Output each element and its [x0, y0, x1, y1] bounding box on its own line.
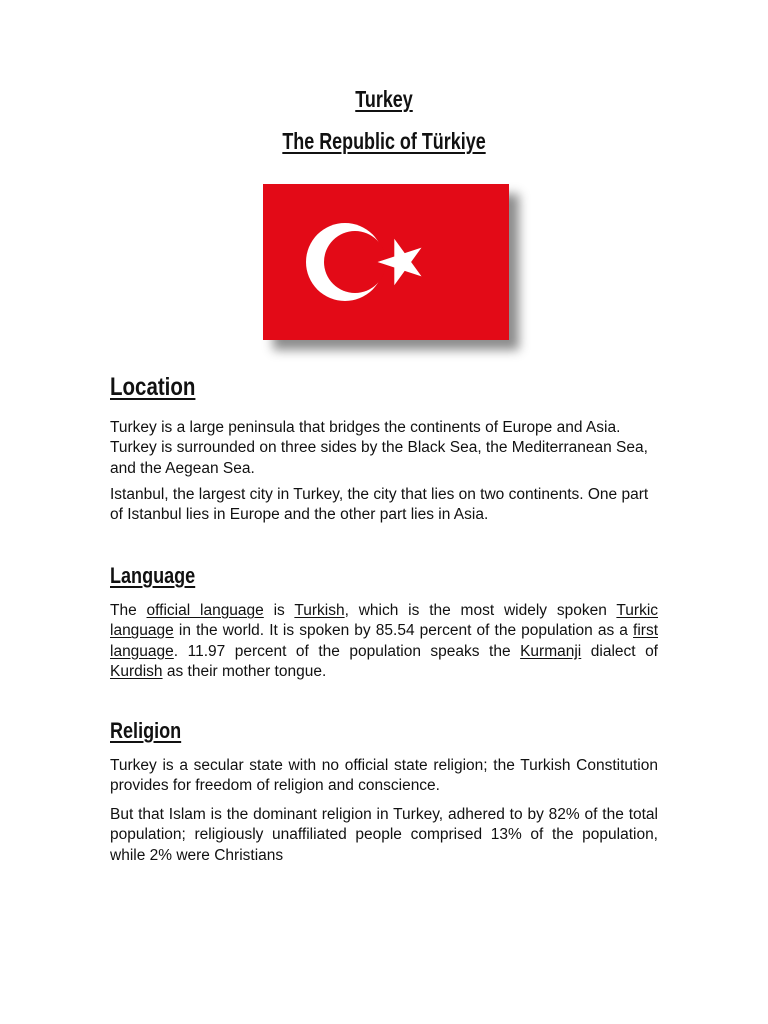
location-heading: Location [110, 373, 196, 401]
text-segment: , which is the most widely spoken [344, 602, 617, 619]
religion-paragraph-2: But that Islam is the dominant religion in Turkey, adhered to by 82% of the total population; religiously unaffiliated people comprised 13% of the population, while 2% were Christians [110, 806, 658, 864]
language-heading: Language [110, 563, 196, 588]
text-segment: as their mother tongue. [162, 662, 327, 680]
first-language-link[interactable]: first language [110, 622, 658, 660]
language-paragraph [110, 601, 658, 682]
crescent-inner [324, 231, 386, 293]
text-segment: is [263, 602, 295, 619]
turkish-flag-icon [263, 184, 509, 340]
document-title: Turkey [355, 86, 413, 112]
turkic-language-link[interactable]: Turkic language [110, 602, 659, 640]
text-segment: in the world. It is spoken by 85.54 percent of the population as a [173, 622, 634, 640]
kurdish-link[interactable]: Kurdish [110, 662, 163, 680]
religion-paragraph-1: Turkey is a secular state with no official state religion; the Turkish Constitution provides for freedom of religion and conscience. [110, 757, 658, 795]
religion-heading: Religion [110, 718, 182, 743]
location-paragraph-2: Istanbul, the largest city in Turkey, the city that lies on two continents. One part of Istanbul lies in Europe and the other part lies in Asia. [110, 486, 649, 524]
flag-graphic [263, 184, 509, 340]
document-subtitle: The Republic of Türkiye [282, 128, 486, 154]
location-paragraph-1: Turkey is a large peninsula that bridges the continents of Europe and Asia. Turkey is surrounded on three sides by the Black Sea, the Mediterranean Sea, and the Aegean Sea. [110, 419, 648, 477]
text-segment: dialect of [581, 642, 658, 660]
kurmanji-link[interactable]: Kurmanji [520, 642, 582, 660]
official-language-link[interactable]: official language [146, 602, 264, 619]
turkish-link[interactable]: Turkish [294, 602, 345, 619]
text-segment: . 11.97 percent of the population speaks the [173, 642, 521, 660]
text-segment: The [110, 602, 147, 619]
